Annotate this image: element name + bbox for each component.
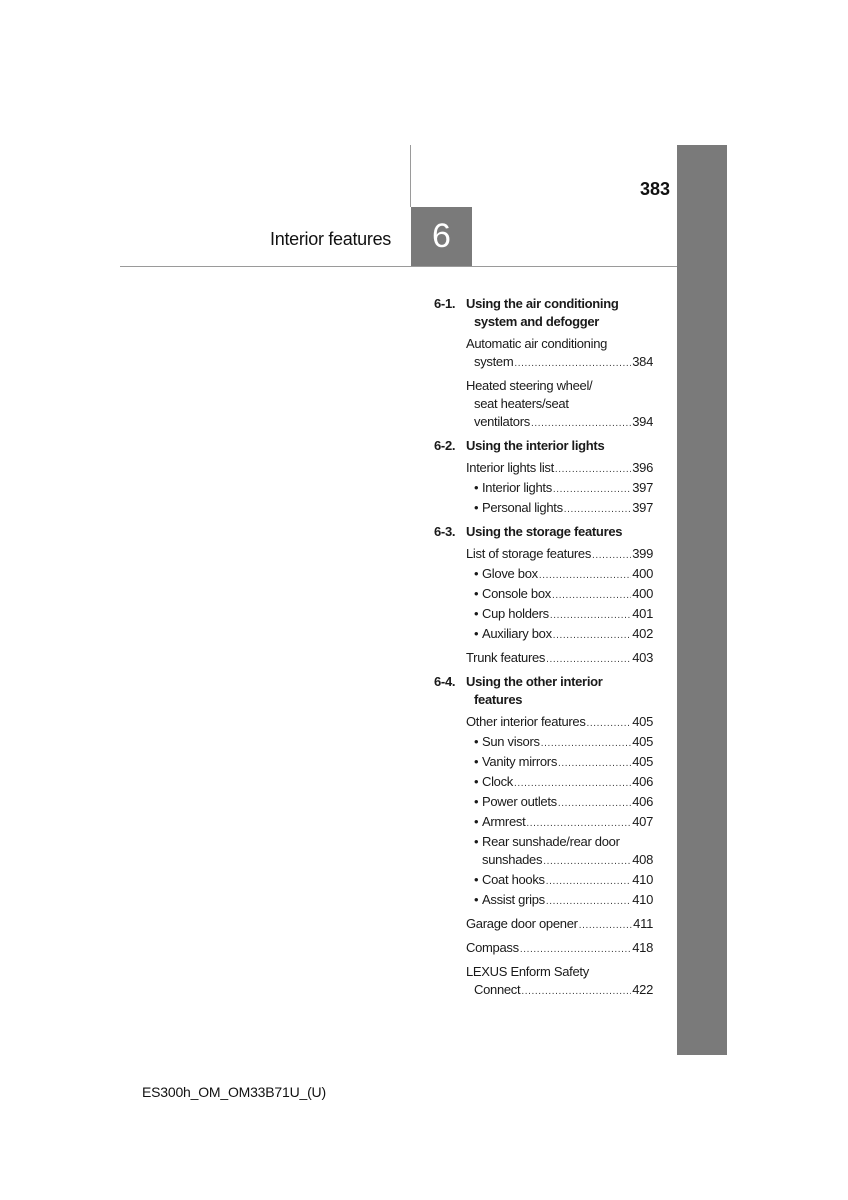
section-number: 6-3.: [434, 524, 456, 539]
entry-label-text: Glove box: [482, 566, 538, 581]
section-title-line: Using the air conditioning: [466, 296, 619, 311]
chapter-number-box: 6: [411, 207, 472, 266]
bullet-icon: •: [474, 626, 479, 641]
section-title-line: features: [474, 692, 523, 707]
dot-leader: [553, 481, 631, 499]
bullet-icon: •: [474, 566, 479, 581]
dot-leader: [587, 715, 632, 733]
entry-page-number: 418: [632, 940, 653, 955]
entry-row: [466, 353, 653, 373]
entry-label: [474, 871, 545, 889]
entry-label-text: List of storage features: [466, 546, 592, 561]
dot-leader: [553, 627, 631, 645]
entry-label-text: LEXUS Enform Safety: [466, 964, 589, 979]
chapter-title: Interior features: [270, 229, 391, 249]
entry-row: [474, 813, 653, 833]
dot-leader: [521, 983, 631, 1001]
entry-row: [474, 733, 653, 753]
dot-leader: [514, 355, 631, 373]
entry-label-text: Compass: [466, 940, 519, 955]
toc-section-heading: [434, 437, 653, 455]
dot-leader: [546, 893, 631, 911]
toc-section-heading: [434, 523, 653, 541]
bullet-icon: •: [474, 872, 479, 887]
entry-page-number: 410: [632, 872, 653, 887]
dot-leader: [526, 815, 631, 833]
toc-sub-entry[interactable]: [466, 605, 653, 625]
toc-entry[interactable]: [466, 335, 653, 373]
toc-entry-group: [466, 545, 653, 669]
toc-sub-entry[interactable]: [466, 625, 653, 645]
entry-label-text: Automatic air conditioning: [466, 336, 608, 351]
entry-label-line: [466, 377, 653, 395]
section-number: 6-4.: [434, 674, 456, 689]
entry-label-text: seat heaters/seat: [474, 396, 569, 411]
entry-label-line: [466, 963, 653, 981]
dot-leader: [539, 567, 631, 585]
entry-label: [474, 891, 545, 909]
entry-label: [474, 773, 513, 791]
entry-row: [474, 773, 653, 793]
entry-page-number: 396: [632, 460, 653, 475]
toc-entry[interactable]: [466, 377, 653, 433]
toc-sub-entry[interactable]: [466, 773, 653, 793]
dot-leader: [514, 775, 631, 793]
bullet-icon: •: [474, 834, 479, 849]
dot-leader: [541, 735, 632, 753]
entry-label: [474, 479, 552, 497]
entry-row: [474, 851, 653, 871]
entry-label: [466, 545, 591, 563]
toc-entry-group: [466, 459, 653, 519]
entry-label-text: sunshades: [482, 852, 543, 867]
section-title-line: Using the other interior: [466, 674, 603, 689]
entry-label: [474, 353, 513, 371]
entry-label: [474, 793, 557, 811]
toc-sub-entry[interactable]: [466, 479, 653, 499]
toc-sub-entry[interactable]: [466, 733, 653, 753]
entry-row: [466, 545, 653, 565]
entry-label-text: Connect: [474, 982, 521, 997]
entry-label: [474, 605, 549, 623]
dot-leader: [546, 873, 631, 891]
bullet-icon: •: [474, 480, 479, 495]
entry-page-number: 400: [632, 566, 653, 581]
entry-label-line: [474, 833, 653, 851]
entry-label-text: Clock: [482, 774, 514, 789]
page-number: 383: [639, 179, 670, 199]
bullet-icon: •: [474, 734, 479, 749]
entry-page-number: 411: [633, 916, 653, 931]
section-title-line: Using the interior lights: [466, 438, 605, 453]
toc-entry[interactable]: [466, 459, 653, 479]
entry-label-text: Interior lights: [482, 480, 552, 495]
entry-row: [474, 479, 653, 499]
entry-label: [482, 851, 542, 869]
toc-sub-entry[interactable]: [466, 753, 653, 773]
entry-row: [466, 915, 653, 935]
section-title[interactable]: [466, 295, 653, 331]
entry-label-line: [466, 395, 653, 413]
bullet-icon: •: [474, 814, 479, 829]
entry-label: [466, 713, 586, 731]
entry-page-number: 403: [632, 650, 653, 665]
entry-label: [474, 625, 552, 643]
entry-page-number: 406: [632, 774, 653, 789]
toc-entry[interactable]: [466, 963, 653, 1001]
entry-page-number: 397: [632, 480, 653, 495]
section-title[interactable]: [466, 437, 653, 455]
bullet-icon: •: [474, 754, 479, 769]
toc-entry[interactable]: [466, 713, 653, 733]
entry-label-line: [466, 335, 653, 353]
entry-label: [466, 915, 578, 933]
entry-page-number: 410: [632, 892, 653, 907]
entry-page-number: 402: [632, 626, 653, 641]
entry-label: [466, 939, 519, 957]
entry-label: [474, 813, 525, 831]
section-title[interactable]: [466, 673, 653, 709]
section-number: 6-1.: [434, 296, 456, 311]
toc-sub-entry[interactable]: [466, 565, 653, 585]
toc-entry[interactable]: [466, 649, 653, 669]
entry-row: [474, 871, 653, 891]
entry-row: [474, 793, 653, 813]
entry-label-text: Auxiliary box: [482, 626, 552, 641]
bullet-icon: •: [474, 606, 479, 621]
entry-page-number: 400: [632, 586, 653, 601]
toc-sub-entry[interactable]: [466, 499, 653, 519]
entry-page-number: 401: [632, 606, 653, 621]
entry-row: [466, 939, 653, 959]
entry-row: [474, 891, 653, 911]
dot-leader: [531, 415, 631, 433]
entry-label-text: Interior lights list: [466, 460, 554, 475]
dot-leader: [543, 853, 631, 871]
entry-label: [474, 565, 538, 583]
entry-label-text: Garage door opener: [466, 916, 578, 931]
entry-row: [466, 649, 653, 669]
toc-entry[interactable]: [466, 939, 653, 959]
entry-label-text: Coat hooks: [482, 872, 545, 887]
entry-row: [466, 413, 653, 433]
entry-page-number: 399: [632, 546, 653, 561]
table-of-contents: [434, 295, 653, 1001]
toc-sub-entry[interactable]: [466, 871, 653, 891]
entry-page-number: 397: [632, 500, 653, 515]
entry-label-text: Personal lights: [482, 500, 563, 515]
entry-label-text: Heated steering wheel/: [466, 378, 593, 393]
toc-sub-entry[interactable]: [466, 585, 653, 605]
entry-page-number: 407: [632, 814, 653, 829]
entry-row: [466, 981, 653, 1001]
entry-label-text: Cup holders: [482, 606, 549, 621]
entry-page-number: 408: [632, 852, 653, 867]
dot-leader: [546, 651, 631, 669]
entry-row: [466, 713, 653, 733]
entry-row: [474, 499, 653, 519]
entry-label: [474, 499, 563, 517]
entry-label-text: ventilators: [474, 414, 530, 429]
entry-page-number: 405: [632, 734, 653, 749]
toc-entry-group: [466, 335, 653, 433]
entry-label: [474, 413, 530, 431]
bullet-icon: •: [474, 794, 479, 809]
footer-code: ES300h_OM_OM33B71U_(U): [142, 1084, 326, 1100]
entry-row: [474, 585, 653, 605]
toc-sub-entry[interactable]: [466, 793, 653, 813]
entry-label-text: system: [474, 354, 514, 369]
entry-label-text: Vanity mirrors: [482, 754, 558, 769]
toc-section-heading: [434, 295, 653, 331]
entry-label-text: Armrest: [482, 814, 526, 829]
chapter-side-tab: [677, 145, 727, 1055]
header-vertical-rule: [410, 145, 411, 207]
entry-row: [466, 459, 653, 479]
entry-label: [474, 585, 551, 603]
entry-row: [474, 625, 653, 645]
entry-label-text: Other interior features: [466, 714, 586, 729]
section-title-line: Using the storage features: [466, 524, 623, 539]
entry-label-text: Sun visors: [482, 734, 540, 749]
dot-leader: [558, 755, 631, 773]
entry-page-number: 405: [632, 754, 653, 769]
bullet-icon: •: [474, 892, 479, 907]
entry-label: [466, 649, 545, 667]
entry-page-number: 384: [632, 354, 653, 369]
bullet-icon: •: [474, 500, 479, 515]
entry-label: [466, 459, 554, 477]
entry-row: [474, 605, 653, 625]
entry-row: [474, 565, 653, 585]
entry-label: [474, 753, 557, 771]
toc-entry-group: [466, 713, 653, 1001]
dot-leader: [558, 795, 631, 813]
entry-row: [474, 753, 653, 773]
toc-sub-entry[interactable]: [466, 891, 653, 911]
dot-leader: [564, 501, 631, 519]
dot-leader: [520, 941, 631, 959]
dot-leader: [592, 547, 631, 565]
entry-label-text: Power outlets: [482, 794, 557, 809]
toc-section-heading: [434, 673, 653, 709]
entry-label: [474, 981, 520, 999]
section-title-line: system and defogger: [474, 314, 600, 329]
toc-entry[interactable]: [466, 915, 653, 935]
entry-page-number: 405: [632, 714, 653, 729]
header-horizontal-rule: [120, 266, 678, 267]
section-number: 6-2.: [434, 438, 456, 453]
entry-label: [474, 733, 540, 751]
toc-sub-entry[interactable]: [466, 813, 653, 833]
entry-label-text: Console box: [482, 586, 551, 601]
entry-label-text: Assist grips: [482, 892, 545, 907]
entry-page-number: 422: [632, 982, 653, 997]
entry-label-text: Rear sunshade/rear door: [482, 834, 620, 849]
toc-sub-entry[interactable]: [466, 833, 653, 871]
bullet-icon: •: [474, 586, 479, 601]
dot-leader: [579, 917, 632, 935]
entry-page-number: 406: [632, 794, 653, 809]
dot-leader: [550, 607, 631, 625]
bullet-icon: •: [474, 774, 479, 789]
dot-leader: [552, 587, 631, 605]
entry-label-text: Trunk features: [466, 650, 546, 665]
section-title[interactable]: [466, 523, 653, 541]
dot-leader: [555, 461, 631, 479]
toc-entry[interactable]: [466, 545, 653, 565]
entry-page-number: 394: [632, 414, 653, 429]
